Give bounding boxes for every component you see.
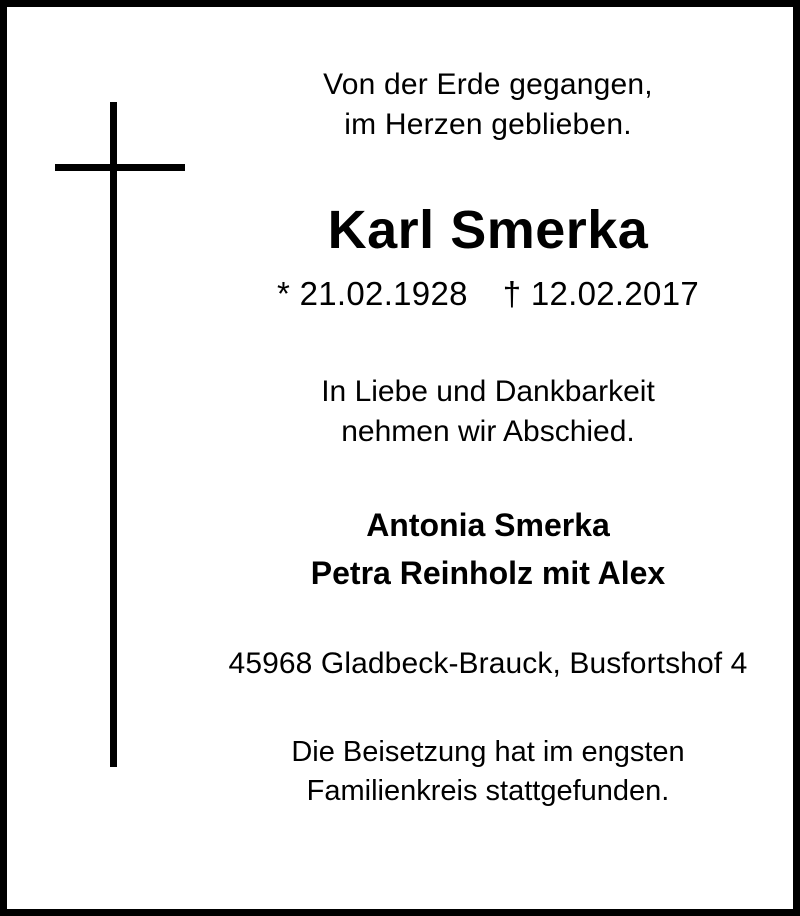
obituary-card-inner [7, 7, 793, 909]
death-date: 12.02.2017 [530, 275, 700, 313]
obituary-text-column [203, 65, 773, 811]
mourner-name-1: Antonia Smerka [366, 506, 610, 543]
farewell-line-2: nehmen wir Abschied. [341, 415, 635, 449]
deceased-name: Karl Smerka [327, 199, 649, 260]
motto-line-1: Von der Erde gegangen, [323, 68, 653, 101]
birth-date: 21.02.1928 [299, 275, 468, 313]
mourner-name-2: Petra Reinholz mit Alex [310, 554, 666, 591]
farewell-block [203, 372, 773, 453]
address-line: 45968 Gladbeck-Brauck, Busfortshof 4 [228, 646, 748, 680]
birth-symbol: * [276, 275, 291, 313]
motto-block [203, 65, 773, 145]
funeral-note-line-2: Familienkreis stattgefunden. [306, 774, 670, 807]
funeral-note-line-1: Die Beisetzung hat im engsten [291, 735, 685, 768]
christian-cross-icon [55, 102, 185, 767]
mourners-block [203, 501, 773, 597]
life-dates [203, 274, 773, 314]
death-symbol: † [502, 275, 522, 313]
funeral-note-block [203, 733, 773, 811]
motto-line-2: im Herzen geblieben. [344, 107, 632, 141]
farewell-line-1: In Liebe und Dankbarkeit [321, 374, 655, 408]
cross-horizontal-bar [55, 164, 185, 171]
cross-vertical-bar [110, 102, 117, 767]
